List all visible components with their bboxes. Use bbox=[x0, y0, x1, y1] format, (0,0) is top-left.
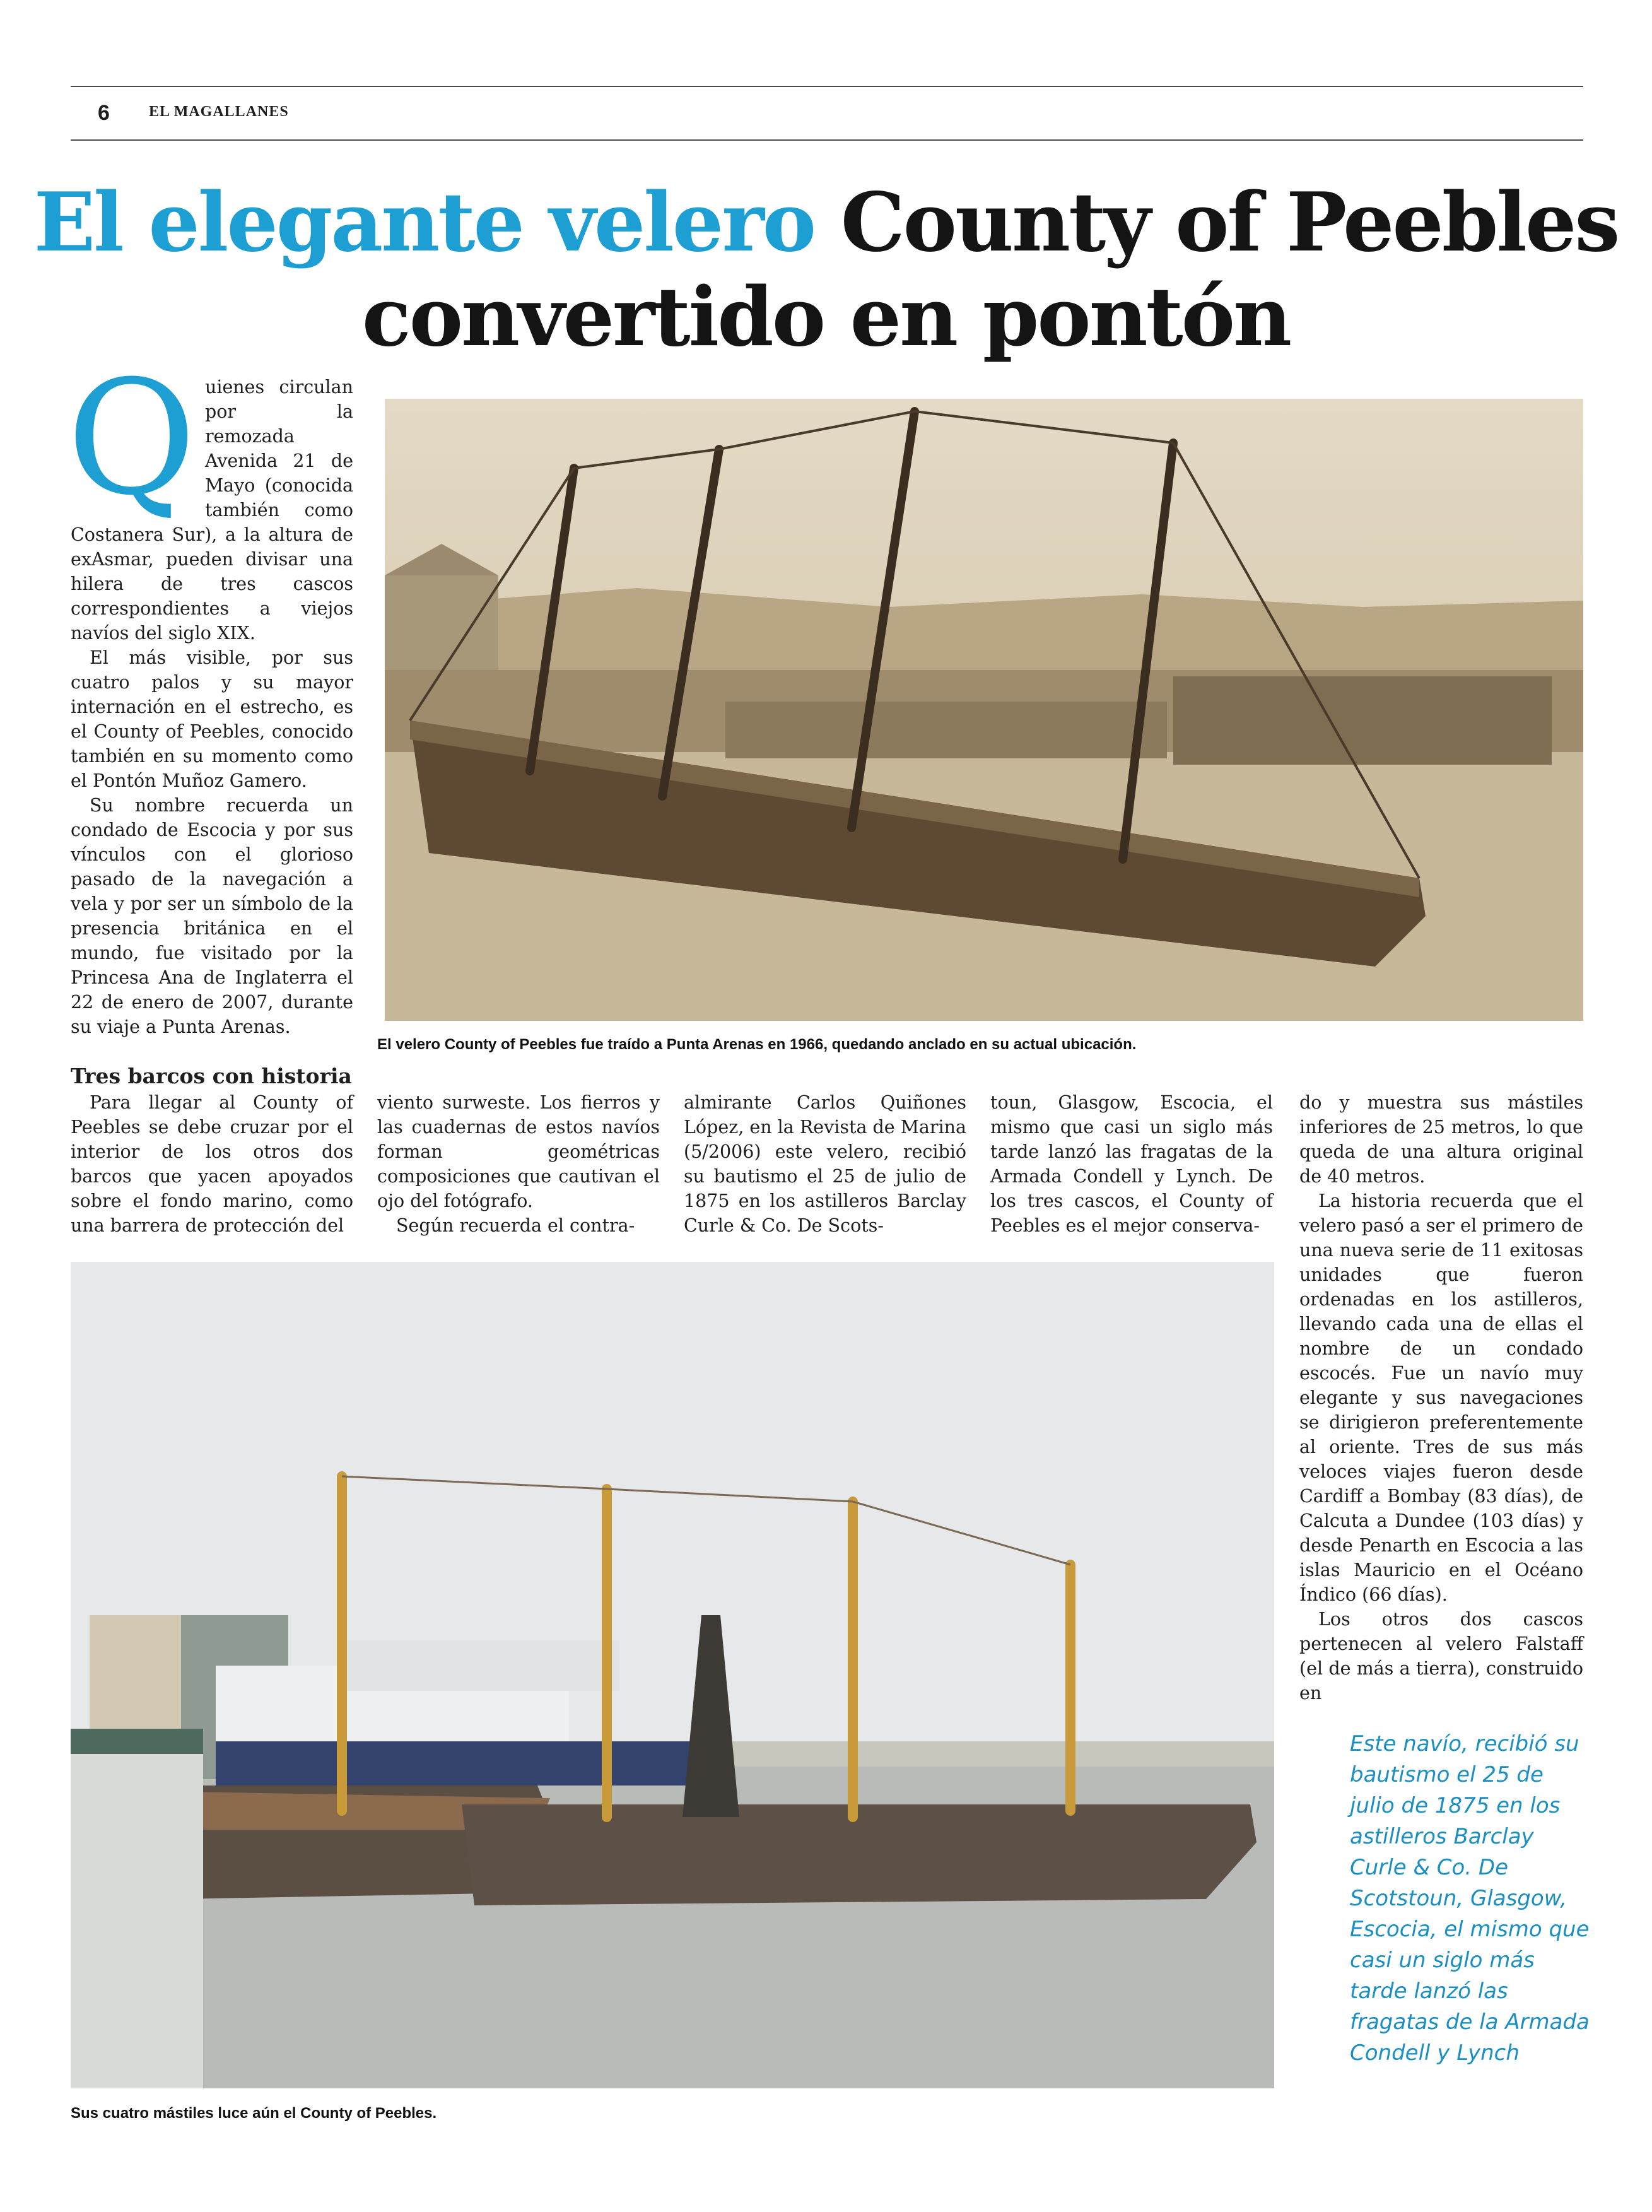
bottom-photo-caption: Sus cuatro mástiles luce aún el County of Peebles. bbox=[71, 2105, 437, 2122]
body-col2-text: viento surweste. Los fierros y las cuadernas de estos navíos forman geométricas composiciones que cautivan el ojo del fotógrafo. bbox=[377, 1092, 660, 1211]
publication-name: EL MAGALLANES bbox=[149, 103, 289, 120]
top-photo-caption: El velero County of Peebles fue traído a Punta Arenas en 1966, quedando anclado en su actual ubicación. bbox=[377, 1036, 1137, 1053]
body-col3-text: almirante Carlos Quiñones López, en la Revista de Marina (5/2006) este velero, recibió su bautismo el 25 de julio de 1875 en los astilleros Barclay Curle & Co. De Scots- bbox=[684, 1092, 966, 1236]
bottom-photo bbox=[71, 1262, 1274, 2088]
page-number: 6 bbox=[98, 101, 110, 125]
body-column-5 bbox=[1299, 1090, 1583, 1705]
body-col2b-text: Según recuerda el contra- bbox=[396, 1215, 635, 1236]
body-col5b-text: La historia recuerda que el velero pasó a ser el primero de una nueva serie de 11 exitosas unidades que fueron ordenadas en los astilleros, llevando cada una de ellas el nombre de un condado escocés. Fue un navío muy elegante y sus navegaciones se dirigieron preferentemente al oriente. Tres de sus más veloces viajes fueron desde Cardiff a Bombay (83 días), de Calcuta a Dundee (103 días) y desde Penarth en Escocia a las islas Mauricio en el Océano Índico (66 días). bbox=[1299, 1191, 1583, 1605]
intro-paragraph-3: Su nombre recuerda un condado de Escocia y por sus vínculos con el glorioso pasado de la navegación a vela y por ser un símbolo de la presencia británica en el mundo, fue visitado por la Princesa Ana de Inglaterra el 22 de enero de 2007, durante su viaje a Punta Arenas. bbox=[71, 795, 353, 1037]
body-col4-text: toun, Glasgow, Escocia, el mismo que casi un siglo más tarde lanzó las fragatas de la Armada Condell y Lynch. De los tres cascos, el County of Peebles es el mejor conserva- bbox=[990, 1092, 1273, 1236]
headline-dark: County of Peebles convertido en pontón bbox=[361, 175, 1619, 365]
header-top-rule bbox=[71, 86, 1583, 87]
headline bbox=[0, 175, 1652, 365]
body-col5c-text: Los otros dos cascos pertenecen al velero Falstaff (el de más a tierra), construido en bbox=[1299, 1609, 1583, 1703]
intro-p1-text: uienes circulan por la remozada Avenida 21 de Mayo (conocida también como Costanera Sur), a la altura de exAsmar, pueden divisar una hilera de tres cascos correspondientes a viejos navíos del siglo XIX. bbox=[71, 377, 353, 644]
body-column-4 bbox=[990, 1090, 1273, 1238]
body-column-3 bbox=[684, 1090, 966, 1238]
intro-column bbox=[67, 346, 353, 1039]
body-column-1 bbox=[71, 1090, 353, 1238]
body-column-2 bbox=[377, 1090, 660, 1238]
intro-paragraph-2: El más visible, por sus cuatro palos y su mayor internación en el estrecho, es el County of Peebles, conocido también en su momento como el Pontón Muñoz Gamero. bbox=[71, 647, 353, 791]
headline-blue: El elegante velero bbox=[33, 175, 815, 270]
intro-paragraph-1 bbox=[67, 346, 353, 645]
pull-quote: Este navío, recibió su bautismo el 25 de julio de 1875 en los astilleros Barclay Curle & Co. De Scotstoun, Glasgow, Escocia, el mismo que casi un siglo más tarde lanzó las fragatas de la Armada Condell y Lynch bbox=[1350, 1731, 1590, 2066]
dropcap: Q bbox=[67, 346, 196, 530]
section-subhead: Tres barcos con historia bbox=[71, 1064, 352, 1088]
header-bottom-rule bbox=[71, 139, 1583, 141]
body-col5a-text: do y muestra sus mástiles inferiores de 25 metros, lo que queda de una altura original de 40 metros. bbox=[1299, 1092, 1583, 1187]
bottom-photo-illustration bbox=[71, 1262, 1274, 2088]
top-photo-illustration bbox=[385, 399, 1583, 1021]
top-photo bbox=[385, 399, 1583, 1021]
body-col1-text: Para llegar al County of Peebles se debe cruzar por el interior de los otros dos barcos que yacen apoyados sobre el fondo marino, como una barrera de protección del bbox=[71, 1092, 353, 1236]
